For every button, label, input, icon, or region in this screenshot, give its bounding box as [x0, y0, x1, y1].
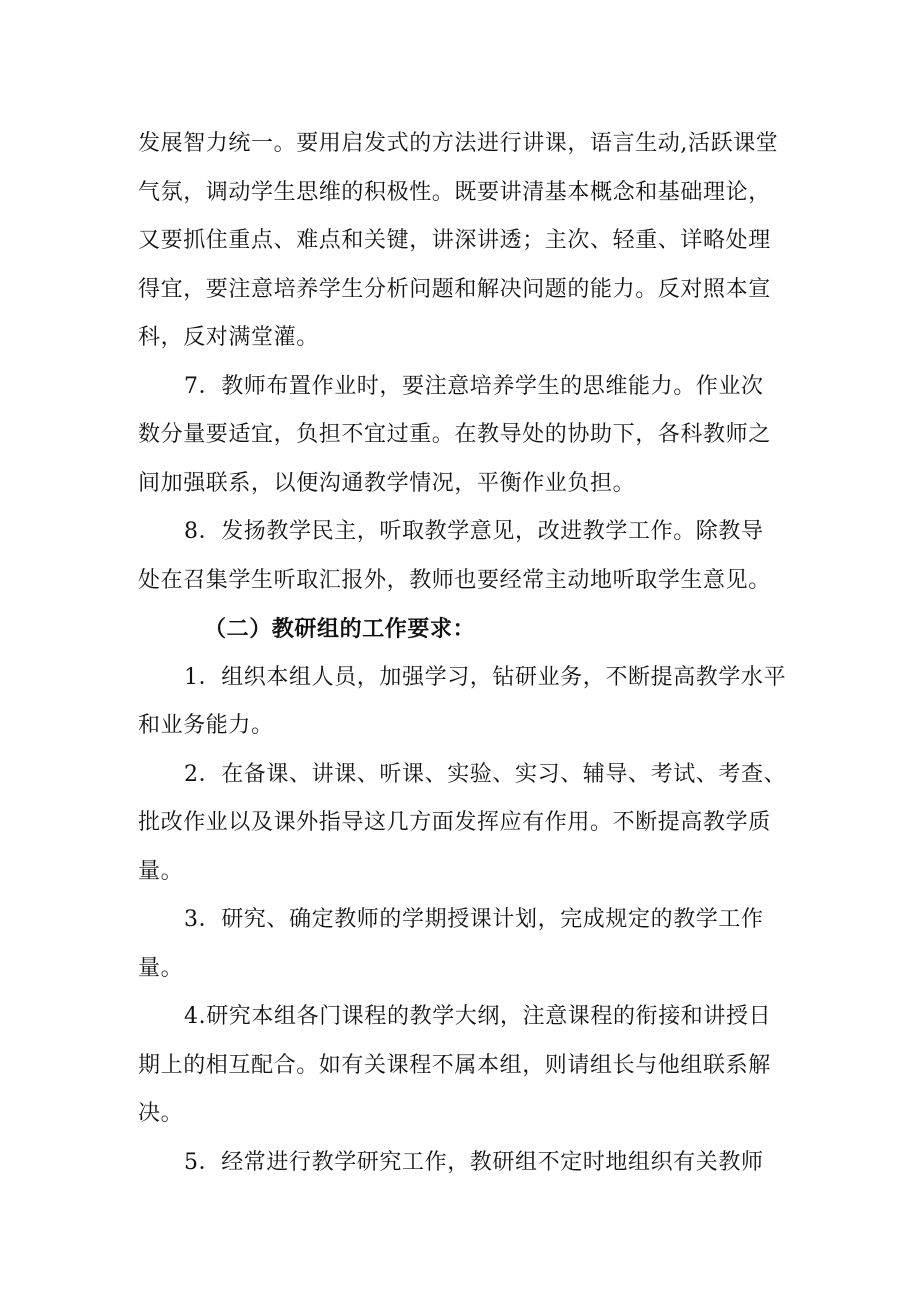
text-line: 又要抓住重点、难点和关键，讲深讲透；主次、轻重、详略处理: [138, 228, 771, 253]
text-line: 期上的相互配合。如有关课程不属本组，则请组长与他组联系解: [138, 1052, 771, 1078]
text-line: 数分量要适宜，负担不宜过重。在教导处的协助下，各科教师之: [138, 422, 771, 447]
text-line: 批改作业以及课外指导这几方面发挥应有作用。不断提高教学质: [138, 810, 771, 835]
paragraph-start-item-8: 8．发扬教学民主，听取教学意见，改进教学工作。除教导: [184, 519, 764, 544]
paragraph-start-item-4: 4.研究本组各门课程的教学大纲，注意课程的衔接和讲授日: [184, 1004, 772, 1029]
text-line: 科，反对满堂灌。: [138, 325, 319, 350]
section-heading: （二）教研组的工作要求：: [204, 616, 476, 642]
text-line: 决。: [138, 1101, 184, 1126]
paragraph-start-item-7: 7．教师布置作业时，要注意培养学生的思维能力。作业次: [184, 373, 764, 399]
text-line: 处在召集学生听取汇报外，教师也要经常主动地听取学生意见。: [138, 567, 771, 593]
text-line: 和业务能力。: [138, 713, 274, 738]
paragraph-start-item-5: 5．经常进行教学研究工作，教研组不定时地组织有关教师: [184, 1149, 764, 1175]
text-line: 量。: [138, 858, 184, 884]
text-line: 得宜，要注意培养学生分析问题和解决问题的能力。反对照本宣: [138, 276, 771, 302]
paragraph-start-item-3: 3．研究、确定教师的学期授课计划，完成规定的教学工作: [184, 907, 764, 932]
paragraph-start-item-2: 2．在备课、讲课、听课、实验、实习、辅导、考试、考查、: [184, 761, 787, 787]
text-line: 气氛，调动学生思维的积极性。既要讲清基本概念和基础理论，: [138, 179, 771, 205]
text-line: 量。: [138, 955, 184, 981]
text-line: 间加强联系，以便沟通教学情况，平衡作业负担。: [138, 470, 636, 496]
text-line: 发展智力统一。要用启发式的方法进行讲课，语言生动,活跃课堂: [138, 131, 779, 156]
document-body: [138, 120, 798, 1187]
paragraph-start-item-1: 1．组织本组人员，加强学习，钻研业务，不断提高教学水平: [184, 664, 787, 690]
